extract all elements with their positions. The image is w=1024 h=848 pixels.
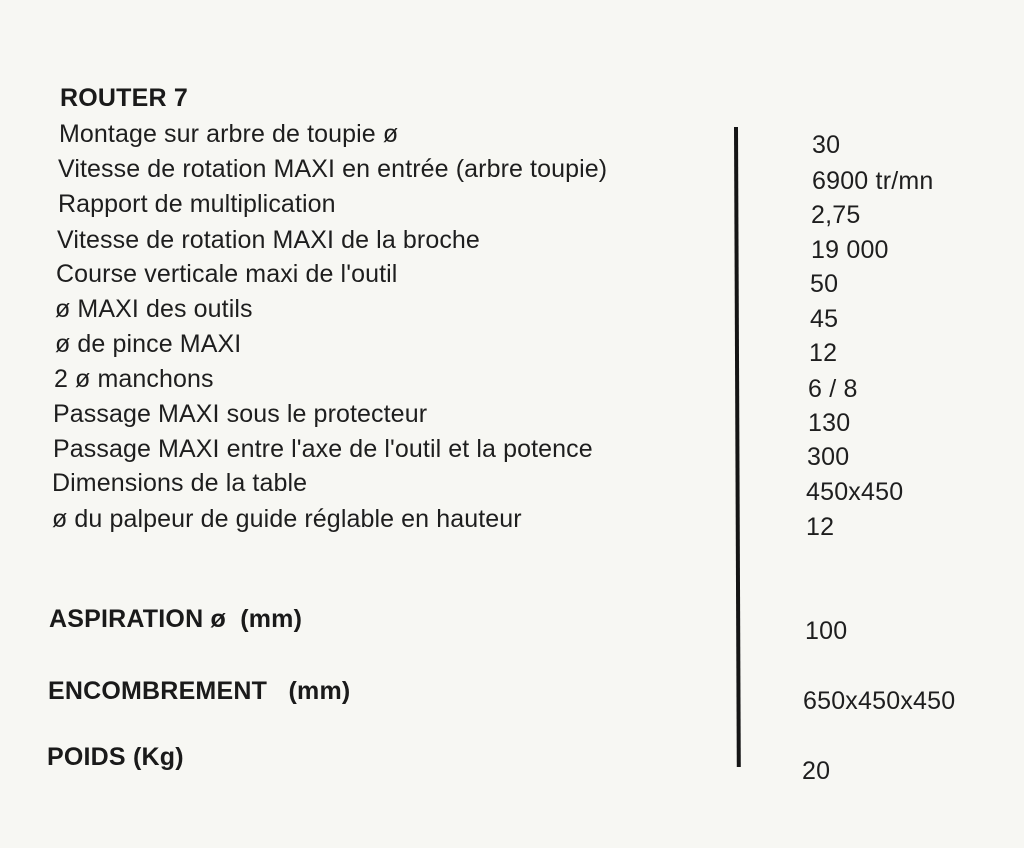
spec-label: ø MAXI des outils bbox=[55, 295, 253, 323]
spec-value: 450x450 bbox=[806, 478, 904, 506]
column-divider bbox=[734, 127, 741, 767]
spec-value: 300 bbox=[807, 443, 850, 471]
section-label-poids: POIDS (Kg) bbox=[47, 743, 184, 771]
spec-value: 2,75 bbox=[811, 201, 861, 229]
spec-value: 30 bbox=[812, 131, 841, 159]
spec-label: ø du palpeur de guide réglable en hauteur bbox=[52, 505, 522, 533]
section-value-poids: 20 bbox=[802, 757, 831, 785]
spec-label: Passage MAXI sous le protecteur bbox=[53, 400, 428, 428]
spec-label: Course verticale maxi de l'outil bbox=[56, 260, 398, 288]
spec-label: Montage sur arbre de toupie ø bbox=[59, 120, 399, 148]
spec-label: Vitesse de rotation MAXI de la broche bbox=[57, 226, 480, 254]
spec-label: ø de pince MAXI bbox=[55, 330, 242, 358]
spec-value: 6 / 8 bbox=[808, 375, 858, 403]
spec-value: 50 bbox=[810, 270, 839, 298]
page-title: ROUTER 7 bbox=[60, 84, 189, 112]
spec-value: 130 bbox=[808, 409, 851, 437]
spec-label: Passage MAXI entre l'axe de l'outil et la potence bbox=[53, 435, 593, 463]
spec-value: 19 000 bbox=[811, 236, 889, 264]
spec-value: 12 bbox=[809, 339, 838, 367]
section-value-aspiration: 100 bbox=[805, 617, 848, 645]
spec-value: 6900 tr/mn bbox=[812, 167, 934, 195]
spec-value: 12 bbox=[806, 513, 835, 541]
section-label-aspiration: ASPIRATION ø (mm) bbox=[49, 605, 303, 633]
section-label-encombrement: ENCOMBREMENT (mm) bbox=[48, 677, 351, 705]
spec-label: Dimensions de la table bbox=[52, 469, 308, 497]
spec-label: 2 ø manchons bbox=[54, 365, 214, 393]
spec-value: 45 bbox=[810, 305, 839, 333]
section-value-encombrement: 650x450x450 bbox=[803, 687, 956, 715]
spec-label: Rapport de multiplication bbox=[58, 190, 336, 218]
spec-label: Vitesse de rotation MAXI en entrée (arbre toupie) bbox=[58, 155, 608, 183]
